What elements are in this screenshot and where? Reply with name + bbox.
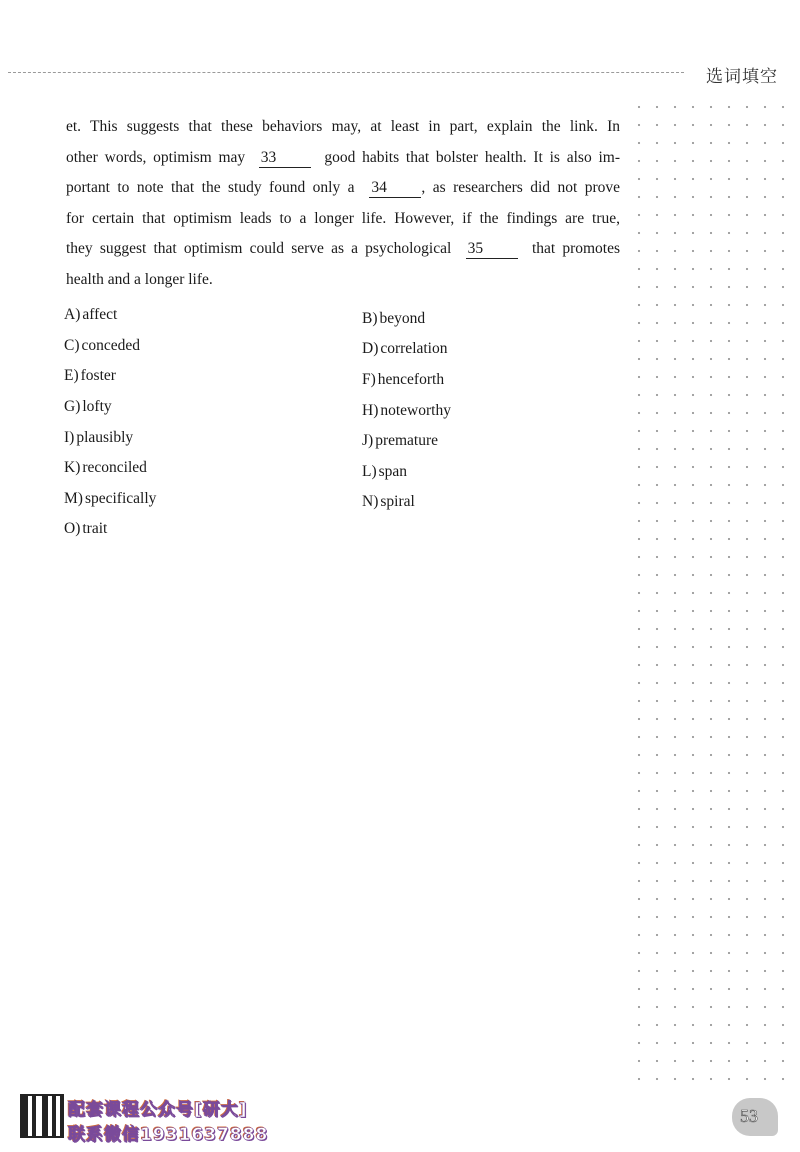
option-letter: I) [64,429,75,446]
option-letter: L) [362,463,377,480]
passage-fragment: , as researchers did not prove [421,179,621,196]
option-k [64,459,147,477]
option-word: conceded [81,337,141,354]
blank-33: 33 [259,149,311,168]
passage-fragment: good habits that bolster health. It is also im- [324,148,621,166]
option-a [64,306,117,324]
option-word: beyond [379,310,426,327]
passage-line: health and a longer life. [66,270,213,288]
option-j [362,432,438,450]
passage-fragment: that promotes [531,240,621,257]
dot-grid-margin [630,98,790,1090]
option-e [64,367,116,385]
passage-text [66,112,620,295]
passage-line: et. This suggests that these behaviors may, at least in part, explain the link. In [66,118,620,135]
option-m [64,490,156,508]
option-word: henceforth [377,371,445,388]
option-word: affect [82,306,118,323]
option-letter: O) [64,520,81,537]
passage-fragment: portant to note that the study found only a [66,179,355,196]
option-word: specifically [84,490,157,507]
footer-promo-line: 配套课程公众号[研大] [68,1100,248,1120]
option-letter: F) [362,371,376,388]
option-letter: J) [362,432,374,449]
option-word: span [378,463,408,480]
option-n [362,493,415,511]
option-letter: A) [64,306,81,323]
option-letter: H) [362,402,379,419]
section-title: 选词填空 [706,67,778,87]
qr-code-image [20,1094,64,1138]
option-letter: E) [64,367,79,384]
blank-34: 34 [369,179,421,198]
passage-line [66,143,620,174]
option-g [64,398,112,416]
option-word: correlation [380,340,448,357]
option-word: premature [375,432,439,449]
option-word: trait [82,520,108,537]
option-o [64,520,107,538]
option-l [362,463,407,481]
option-d [362,340,448,358]
passage-line: for certain that optimism leads to a longer life. However, if the findings are true, [66,209,620,227]
passage-line [66,173,620,204]
option-f [362,371,444,389]
option-c [64,337,140,355]
option-letter: M) [64,490,83,507]
option-word: foster [80,367,116,384]
footer-contact-line: 联系微信1931637888 [68,1125,269,1145]
option-h [362,402,451,420]
option-letter: D) [362,340,379,357]
option-letter: G) [64,398,81,415]
option-word: lofty [82,398,112,415]
option-b [362,310,425,328]
option-letter: B) [362,310,378,327]
passage-fragment: other words, optimism may [66,148,246,166]
passage-line [66,234,620,265]
header-divider [8,72,684,73]
option-word: spiral [380,493,415,510]
option-letter: C) [64,337,80,354]
option-word: noteworthy [380,402,451,419]
blank-35: 35 [466,240,518,259]
option-word: plausibly [76,429,134,446]
option-i [64,429,133,447]
page-number: 53 [740,1106,758,1126]
option-letter: K) [64,459,81,476]
option-letter: N) [362,493,379,510]
passage-fragment: they suggest that optimism could serve as a psychological [66,240,452,257]
option-word: reconciled [82,459,147,476]
